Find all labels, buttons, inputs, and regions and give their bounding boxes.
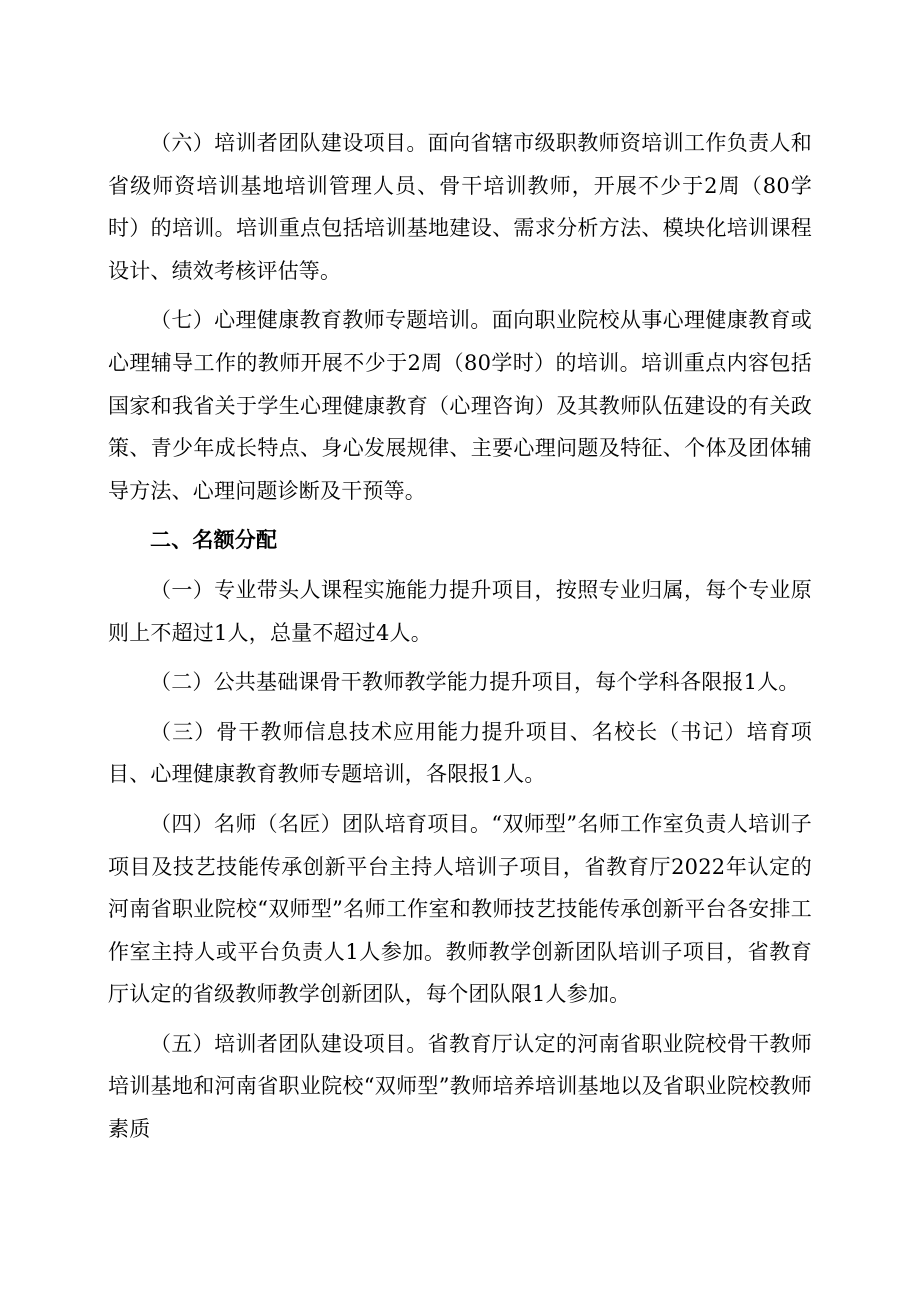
section-heading-quota: 二、名额分配 [150, 528, 278, 553]
paragraph-quota-3: （三）骨干教师信息技术应用能力提升项目、名校长（书记）培育项目、心理健康教育教师专题培训，各限报1人。 [108, 719, 812, 787]
paragraph-quota-2: （二）公共基础课骨干教师教学能力提升项目，每个学科各限报1人。 [150, 670, 800, 695]
paragraph-item-6-trainer-team: （六）培训者团队建设项目。面向省辖市级职教师资培训工作负责人和省级师资培训基地培训管理人员、骨干培训教师，开展不少于2周（80学时）的培训。培训重点包括培训基地建设、需求分析方法、模块化培训课程设计、绩效考核评估等。 [108, 131, 812, 283]
paragraph-item-7-mental-health: （七）心理健康教育教师专题培训。面向职业院校从事心理健康教育或心理辅导工作的教师开展不少于2周（80学时）的培训。培训重点内容包括国家和我省关于学生心理健康教育（心理咨询）及其教师队伍建设的有关政策、青少年成长特点、身心发展规律、主要心理问题及特征、个体及团体辅导方法、心理问题诊断及干预等。 [108, 308, 812, 503]
paragraph-quota-5: （五）培训者团队建设项目。省教育厅认定的河南省职业院校骨干教师培训基地和河南省职业院校“双师型”教师培养培训基地以及省职业院校教师素质 [108, 1031, 812, 1142]
paragraph-quota-1: （一）专业带头人课程实施能力提升项目，按照专业归属，每个专业原则上不超过1人，总量不超过4人。 [108, 577, 812, 645]
document-page [108, 122, 812, 1158]
paragraph-quota-4: （四）名师（名匠）团队培育项目。“双师型”名师工作室负责人培训子项目及技艺技能传承创新平台主持人培训子项目，省教育厅2022年认定的河南省职业院校“双师型”名师工作室和教师技艺技能传承创新平台各安排工作室主持人或平台负责人1人参加。教师教学创新团队培训子项目，省教育厅认定的省级教师教学创新团队，每个团队限1人参加。 [108, 811, 812, 1007]
